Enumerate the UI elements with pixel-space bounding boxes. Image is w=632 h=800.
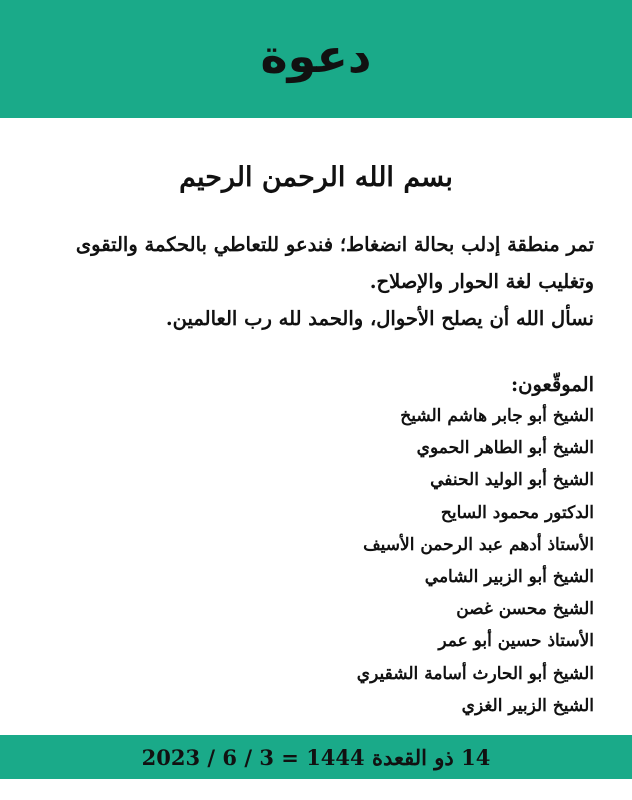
signatory-name: الدكتور محمود السايح	[440, 502, 594, 523]
footer-band	[0, 735, 632, 779]
signatory-name: الأستاذ أدهم عبد الرحمن الأسيف	[363, 534, 594, 555]
basmala: بسم الله الرحمن الرحيم	[179, 162, 453, 193]
statement-line: وتغليب لغة الحوار والإصلاح.	[369, 270, 594, 293]
signatory-name: الشيخ أبو الزبير الشامي	[424, 567, 594, 588]
statement-body	[34, 226, 594, 337]
signatory-name: الشيخ أبو الوليد الحنفي	[430, 470, 594, 491]
signatory-name: الشيخ أبو جابر هاشم الشيخ	[400, 406, 594, 426]
signatory-name: الشيخ أبو الحارث أسامة الشقيري	[356, 663, 594, 684]
signatories-list	[134, 400, 594, 722]
header-band	[0, 0, 632, 118]
signatories-heading: الموقّعون:	[510, 373, 594, 396]
signatory-name: الشيخ أبو الطاهر الحموي	[416, 438, 594, 459]
statement-line: نسأل الله أن يصلح الأحوال، والحمد لله رب العالمين.	[165, 307, 594, 330]
signatory-name: الشيخ محسن غصن	[456, 599, 594, 620]
signatory-name: الشيخ الزبير الغزي	[461, 695, 594, 716]
page-title: دعوة	[260, 29, 372, 83]
signatories-section	[134, 370, 594, 722]
signatory-name: الأستاذ حسين أبو عمر	[438, 631, 594, 652]
date-line: 14 ذو القعدة 1444 = 3 / 6 / 2023	[141, 744, 491, 770]
statement-line: تمر منطقة إدلب بحالة انضغاط؛ فندعو للتعاطي بالحكمة والتقوى	[75, 233, 594, 256]
